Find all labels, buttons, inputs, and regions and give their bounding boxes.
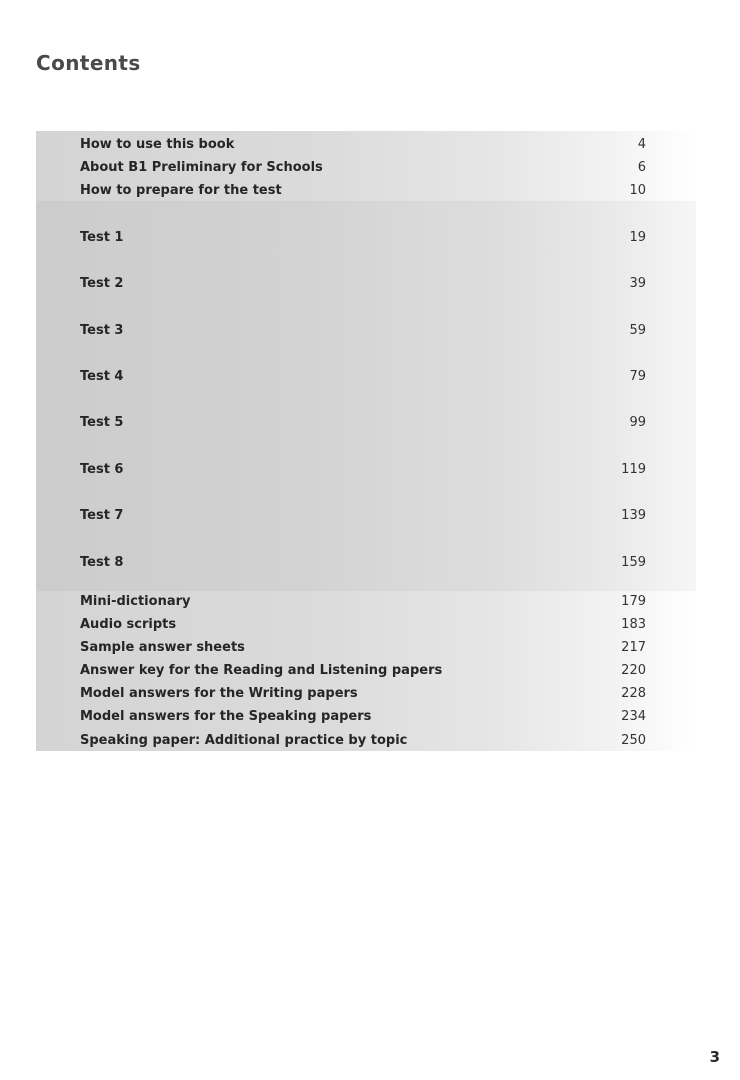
page-number: 3 [709,1048,720,1066]
toc-entry-label: How to use this book [80,136,235,152]
toc-entry-label: Test 4 [80,368,124,384]
toc-entry-label: About B1 Preliminary for Schools [80,159,323,175]
toc-entry-test-5[interactable] [80,411,646,433]
tests-section-band [36,201,696,591]
toc-entry-page: 6 [637,159,646,175]
toc-entry-label: Answer key for the Reading and Listening papers [80,662,443,678]
toc-entry-page: 183 [621,616,646,632]
toc-entry-label: Model answers for the Writing papers [80,685,358,701]
toc-entry-label: Sample answer sheets [80,639,245,655]
toc-entry-page: 179 [621,593,646,609]
toc-entry-audio-scripts[interactable] [80,613,646,635]
toc-entry-how-to-prepare[interactable] [80,179,646,201]
toc-entry-test-4[interactable] [80,365,646,387]
toc-entry-how-to-use[interactable] [80,133,646,155]
toc-entry-test-8[interactable] [80,551,646,573]
toc-entry-label: Speaking paper: Additional practice by topic [80,732,408,748]
toc-entry-page: 39 [629,275,646,291]
toc-entry-label: Mini-dictionary [80,593,191,609]
toc-entry-speaking-practice[interactable] [80,729,646,751]
toc-entry-label: Model answers for the Speaking papers [80,708,372,724]
toc-entry-answer-key[interactable] [80,659,646,681]
toc-entry-page: 159 [621,554,646,570]
toc-entry-page: 10 [629,182,646,198]
toc-entry-page: 234 [621,708,646,724]
toc-entry-page: 220 [621,662,646,678]
toc-entry-mini-dictionary[interactable] [80,590,646,612]
toc-entry-test-3[interactable] [80,319,646,341]
toc-entry-page: 139 [621,507,646,523]
toc-entry-page: 119 [621,461,646,477]
toc-entry-label: Test 7 [80,507,124,523]
toc-entry-label: How to prepare for the test [80,182,282,198]
page-title: Contents [36,51,141,75]
toc-entry-model-answers-speaking[interactable] [80,705,646,727]
toc-entry-label: Test 1 [80,229,124,245]
toc-entry-page: 59 [629,322,646,338]
toc-entry-label: Test 3 [80,322,124,338]
toc-entry-page: 250 [621,732,646,748]
toc-entry-test-2[interactable] [80,272,646,294]
toc-entry-test-6[interactable] [80,458,646,480]
toc-entry-page: 99 [629,414,646,430]
toc-entry-sample-answer-sheets[interactable] [80,636,646,658]
toc-entry-page: 228 [621,685,646,701]
toc-entry-page: 217 [621,639,646,655]
toc-entry-page: 19 [629,229,646,245]
toc-entry-label: Test 6 [80,461,124,477]
toc-entry-label: Test 5 [80,414,124,430]
toc-entry-label: Test 8 [80,554,124,570]
toc-entry-label: Test 2 [80,275,124,291]
toc-entry-test-7[interactable] [80,504,646,526]
toc-entry-page: 79 [629,368,646,384]
toc-entry-label: Audio scripts [80,616,177,632]
toc-entry-model-answers-writing[interactable] [80,682,646,704]
toc-entry-page: 4 [637,136,646,152]
contents-panel [36,131,696,751]
toc-entry-test-1[interactable] [80,226,646,248]
toc-entry-about-b1[interactable] [80,156,646,178]
